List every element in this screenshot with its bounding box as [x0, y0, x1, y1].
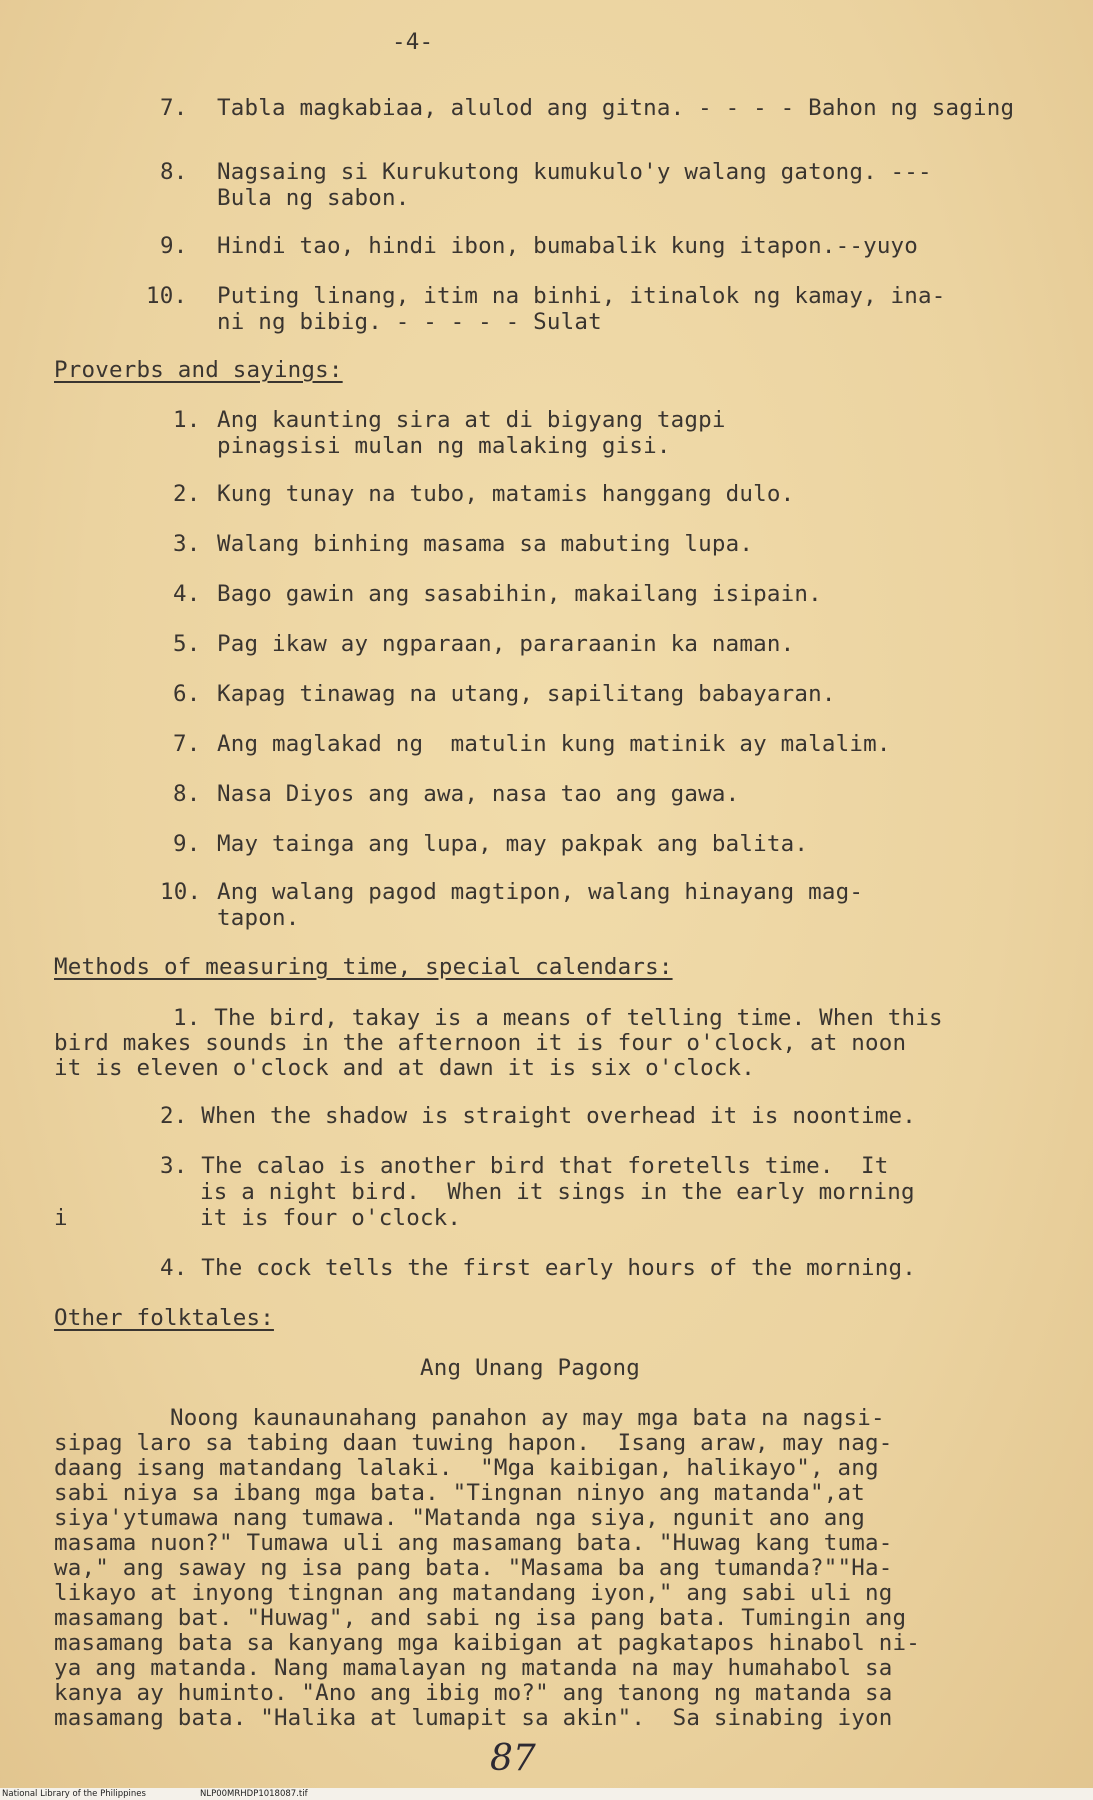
proverb-number: 10. [160, 879, 202, 905]
story-line: daang isang matandang lalaki. "Mga kaibigan, halikayo", ang [54, 1455, 879, 1481]
proverb-line: Nasa Diyos ang awa, nasa tao ang gawa. [217, 781, 740, 807]
proverb-number: 4. [173, 581, 201, 607]
story-line: masamang bata. "Halika at lumapit sa akin". Sa sinabing iyon [54, 1705, 893, 1731]
proverb-line: Kung tunay na tubo, matamis hanggang dulo. [217, 481, 795, 507]
proverb-number: 8. [173, 781, 201, 807]
proverb-number: 9. [173, 831, 201, 857]
method-line: it is four o'clock. [200, 1205, 462, 1231]
proverb-line: Pag ikaw ay ngparaan, pararaanin ka naman. [217, 631, 795, 657]
proverb-number: 6. [173, 681, 201, 707]
handwritten-page-number: 87 [490, 1738, 536, 1779]
margin-mark: i [54, 1205, 68, 1231]
method-line: 4. The cock tells the first early hours of the morning. [160, 1255, 917, 1281]
methods-heading: Methods of measuring time, special calendars: [54, 954, 673, 980]
method-line: 2. When the shadow is straight overhead it is noontime. [160, 1103, 917, 1129]
proverb-line: Kapag tinawag na utang, sapilitang babayaran. [217, 681, 836, 707]
proverb-line: Ang kaunting sira at di bigyang tagpi [217, 407, 726, 433]
story-line: sipag laro sa tabing daan tuwing hapon. Isang araw, may nag- [54, 1430, 893, 1456]
proverb-number: 5. [173, 631, 201, 657]
riddle-number: 8. [160, 159, 188, 185]
proverb-line: tapon. [217, 905, 300, 931]
proverb-line: pinagsisi mulan ng malaking gisi. [217, 433, 671, 459]
proverb-line: May tainga ang lupa, may pakpak ang balita. [217, 831, 809, 857]
story-line: masamang bat. "Huwag", and sabi ng isa pang bata. Tumingin ang [54, 1605, 907, 1631]
riddle-line: Bula ng sabon. [217, 185, 410, 211]
riddle-number: 9. [160, 233, 188, 259]
method-line: bird makes sounds in the afternoon it is four o'clock, at noon [54, 1030, 907, 1056]
proverb-number: 2. [173, 481, 201, 507]
riddle-line: Nagsaing si Kurukutong kumukulo'y walang gatong. --- [217, 159, 932, 185]
method-line: 1. The bird, takay is a means of telling time. When this [173, 1005, 943, 1031]
story-line: likayo at inyong tingnan ang matandang iyon," ang sabi uli ng [54, 1580, 893, 1606]
proverb-number: 3. [173, 531, 201, 557]
riddle-number: 10. [146, 283, 188, 309]
riddle-number: 7. [160, 95, 188, 121]
proverb-number: 1. [173, 407, 201, 433]
story-line: kanya ay huminto. "Ano ang ibig mo?" ang tanong ng matanda sa [54, 1680, 893, 1706]
story-line: siya'ytumawa nang tumawa. "Matanda nga siya, ngunit ano ang [54, 1505, 866, 1531]
story-line: wa," ang saway ng isa pang bata. "Masama ba ang tumanda?""Ha- [54, 1555, 893, 1581]
story-line: sabi niya sa ibang mga bata. "Tingnan ninyo ang matanda",at [54, 1480, 866, 1506]
method-line: is a night bird. When it sings in the early morning [200, 1179, 915, 1205]
footer-library: National Library of the Philippines [2, 1789, 146, 1799]
footer-strip [0, 1788, 1093, 1800]
proverb-line: Ang maglakad ng matulin kung matinik ay malalim. [217, 731, 891, 757]
folktales-heading: Other folktales: [54, 1305, 274, 1331]
method-line: it is eleven o'clock and at dawn it is six o'clock. [54, 1055, 756, 1081]
footer-filename: NLP00MRHDP1018087.tif [200, 1789, 308, 1799]
riddle-line: Tabla magkabiaa, alulod ang gitna. - - - - Bahon ng saging [217, 95, 1015, 121]
story-line: ya ang matanda. Nang mamalayan ng matanda na may humahabol sa [54, 1655, 893, 1681]
story-line: masama nuon?" Tumawa uli ang masamang bata. "Huwag kang tuma- [54, 1530, 893, 1556]
story-line: masamang bata sa kanyang mga kaibigan at pagkatapos hinabol ni- [54, 1630, 921, 1656]
page-number: -4- [392, 29, 434, 55]
riddle-line: Hindi tao, hindi ibon, bumabalik kung itapon.--yuyo [217, 233, 919, 259]
proverbs-heading: Proverbs and sayings: [54, 357, 343, 383]
proverb-line: Bago gawin ang sasabihin, makailang isipain. [217, 581, 822, 607]
riddle-line: Puting linang, itim na binhi, itinalok ng kamay, ina- [217, 283, 946, 309]
story-title: Ang Unang Pagong [420, 1355, 640, 1381]
proverb-number: 7. [173, 731, 201, 757]
story-line: Noong kaunaunahang panahon ay may mga bata na nagsi- [170, 1405, 885, 1431]
method-line: 3. The calao is another bird that foretells time. It [160, 1153, 889, 1179]
proverb-line: Ang walang pagod magtipon, walang hinayang mag- [217, 879, 864, 905]
proverb-line: Walang binhing masama sa mabuting lupa. [217, 531, 754, 557]
riddle-line: ni ng bibig. - - - - - Sulat [217, 309, 602, 335]
